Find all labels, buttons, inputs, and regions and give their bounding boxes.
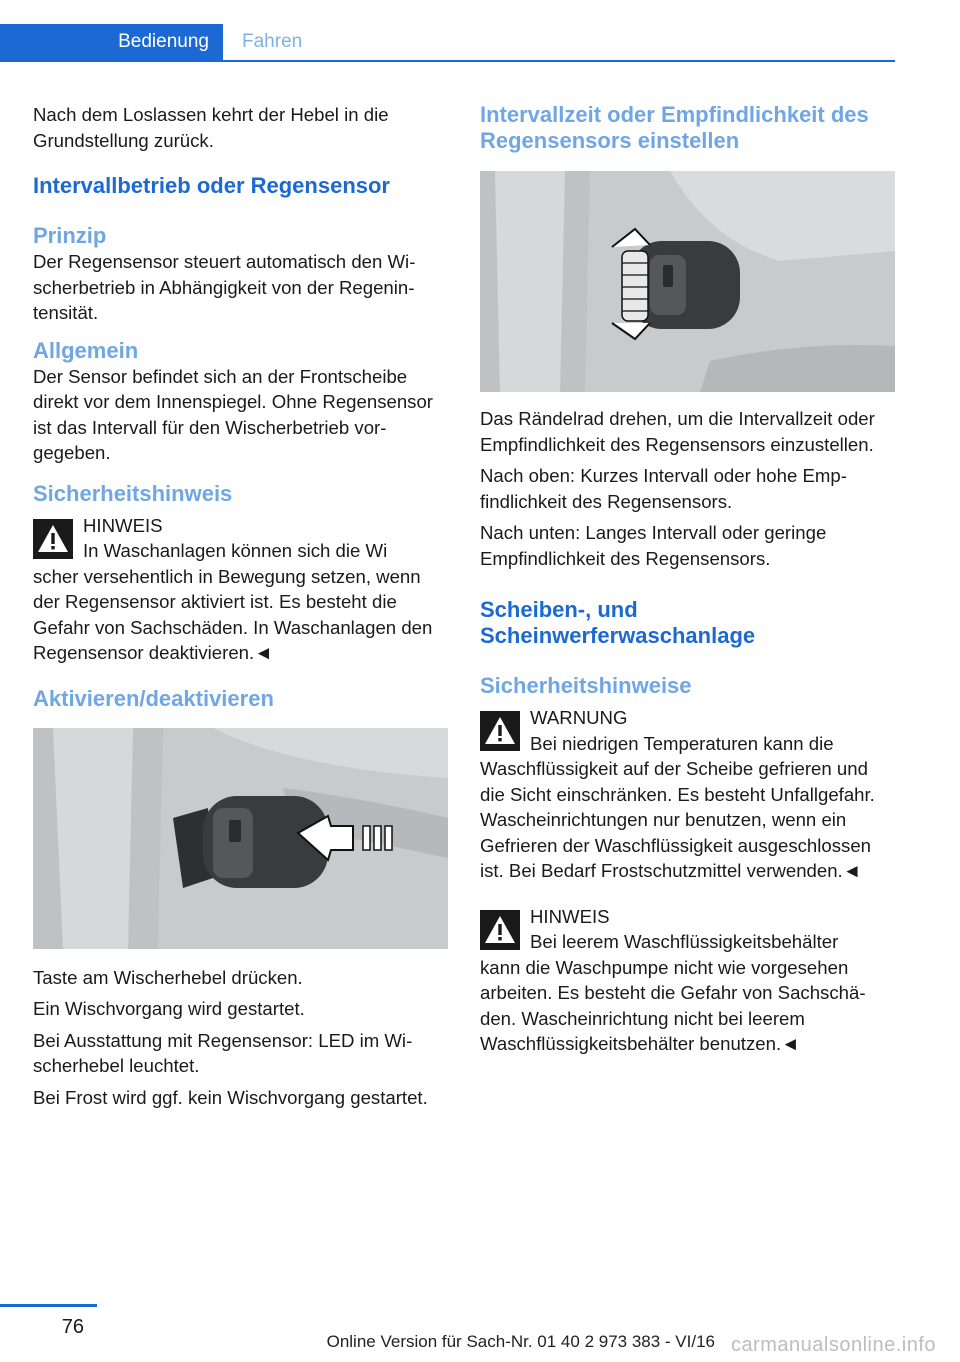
hinweis-note-2 (480, 904, 895, 1057)
heading-allgemein: Allgemein (33, 337, 139, 363)
aktivieren-text-2: Ein Wischvorgang wird gestartet. (33, 998, 305, 1019)
heading-scheibenwaschanlage: Scheiben-, und Scheinwerferwaschanlage (480, 597, 756, 648)
watermark: carmanualsonline.info (730, 1334, 936, 1356)
note2-label: HINWEIS (530, 905, 610, 927)
note2-first-line: Bei leerem Waschflüssigkeitsbehälter (530, 931, 839, 952)
right-column (480, 102, 895, 1063)
page-number: 76 (61, 1316, 84, 1338)
warn-body: Waschflüssigkeit auf der Scheibe gefrieren und die Sicht einschränken. Es besteht Unfallgefahr. Wascheinrichtungen nur benutzen, wenn ein Gefrieren der Waschflüssigkeit ausgeschlossen ist. Bei Bedarf Frostschutzmittel verwenden.◄ (480, 758, 875, 881)
intervallzeit-text-3: Nach unten: Langes Intervall oder geringe Empfindlichkeit des Regensensors. (480, 522, 827, 569)
heading-prinzip: Prinzip (33, 223, 107, 248)
heading-intervallzeit: Intervallzeit oder Empfindlichkeit des Regensensors einstellen (480, 102, 869, 153)
allgemein-text: Der Sensor befindet sich an der Frontscheibe direkt vor dem Innenspiegel. Ohne Regensensor ist das Intervall für den Wischerbetrieb vorgegeben. (33, 365, 434, 463)
intro-text: Nach dem Loslassen kehrt der Hebel in die Grundstellung zurück. (33, 104, 389, 151)
hinweis-note (33, 513, 450, 666)
note2-body: kann die Waschpumpe nicht wie vorgesehen arbeiten. Es besteht die Gefahr von Sachschäden. Wascheinrichtung nicht bei leerem Waschflüssigkeitsbehälter benutzen.◄ (480, 956, 866, 1054)
heading-sicherheitshinweise: Sicherheitshinweise (480, 673, 692, 698)
online-version-text: Online Version für Sach-Nr. 01 40 2 973 383 - VI/16 (326, 1332, 715, 1351)
warning-triangle-icon (33, 519, 73, 559)
aktivieren-text-4: Bei Frost wird ggf. kein Wischvorgang gestartet. (33, 1086, 428, 1108)
aktivieren-text-1: Taste am Wischerhebel drücken. (33, 966, 303, 988)
heading-aktivieren: Aktivieren/deaktivieren (33, 685, 274, 711)
note-label: HINWEIS (83, 514, 163, 536)
chapter-tabs (0, 24, 895, 62)
warning-triangle-icon (480, 910, 520, 950)
intervallzeit-text-1: Das Rändelrad drehen, um die Intervallzeit oder Empfindlichkeit des Regensensors einzustellen. (480, 408, 875, 455)
prinzip-text: Der Regensensor steuert automatisch den Wischerbetrieb in Abhängigkeit von der Regenintensität. (33, 251, 416, 323)
heading-sicherheitshinweis: Sicherheitshinweis (33, 480, 233, 506)
aktivieren-text-3: Bei Ausstattung mit Regensensor: LED im Wischerhebel leuchtet. (33, 1029, 413, 1076)
thumbwheel-photo (480, 171, 895, 392)
note-body: scher versehentlich in Bewegung setzen, wenn der Regensensor aktiviert ist. Es besteht die Gefahr von Sachschäden. In Waschanlagen den Regensensor deaktivieren.◄ (33, 565, 433, 663)
footer-rule (0, 1304, 97, 1307)
heading-intervallbetrieb: Intervallbetrieb oder Regensensor (33, 173, 390, 198)
warn-label: WARNUNG (530, 707, 628, 728)
note-first-line: In Waschanlagen können sich die Wi (83, 540, 388, 561)
wiper-button-photo (33, 728, 448, 949)
tab-fahren[interactable]: Fahren (242, 31, 303, 52)
warning-triangle-icon (480, 711, 520, 751)
intervallzeit-text-2: Nach oben: Kurzes Intervall oder hohe Empfindlichkeit des Regensensors. (480, 465, 847, 512)
tab-bedienung[interactable]: Bedienung (0, 24, 223, 60)
warnung-note (480, 705, 895, 884)
warn-first-line: Bei niedrigen Temperaturen kann die (530, 732, 834, 754)
left-column (33, 102, 450, 1116)
